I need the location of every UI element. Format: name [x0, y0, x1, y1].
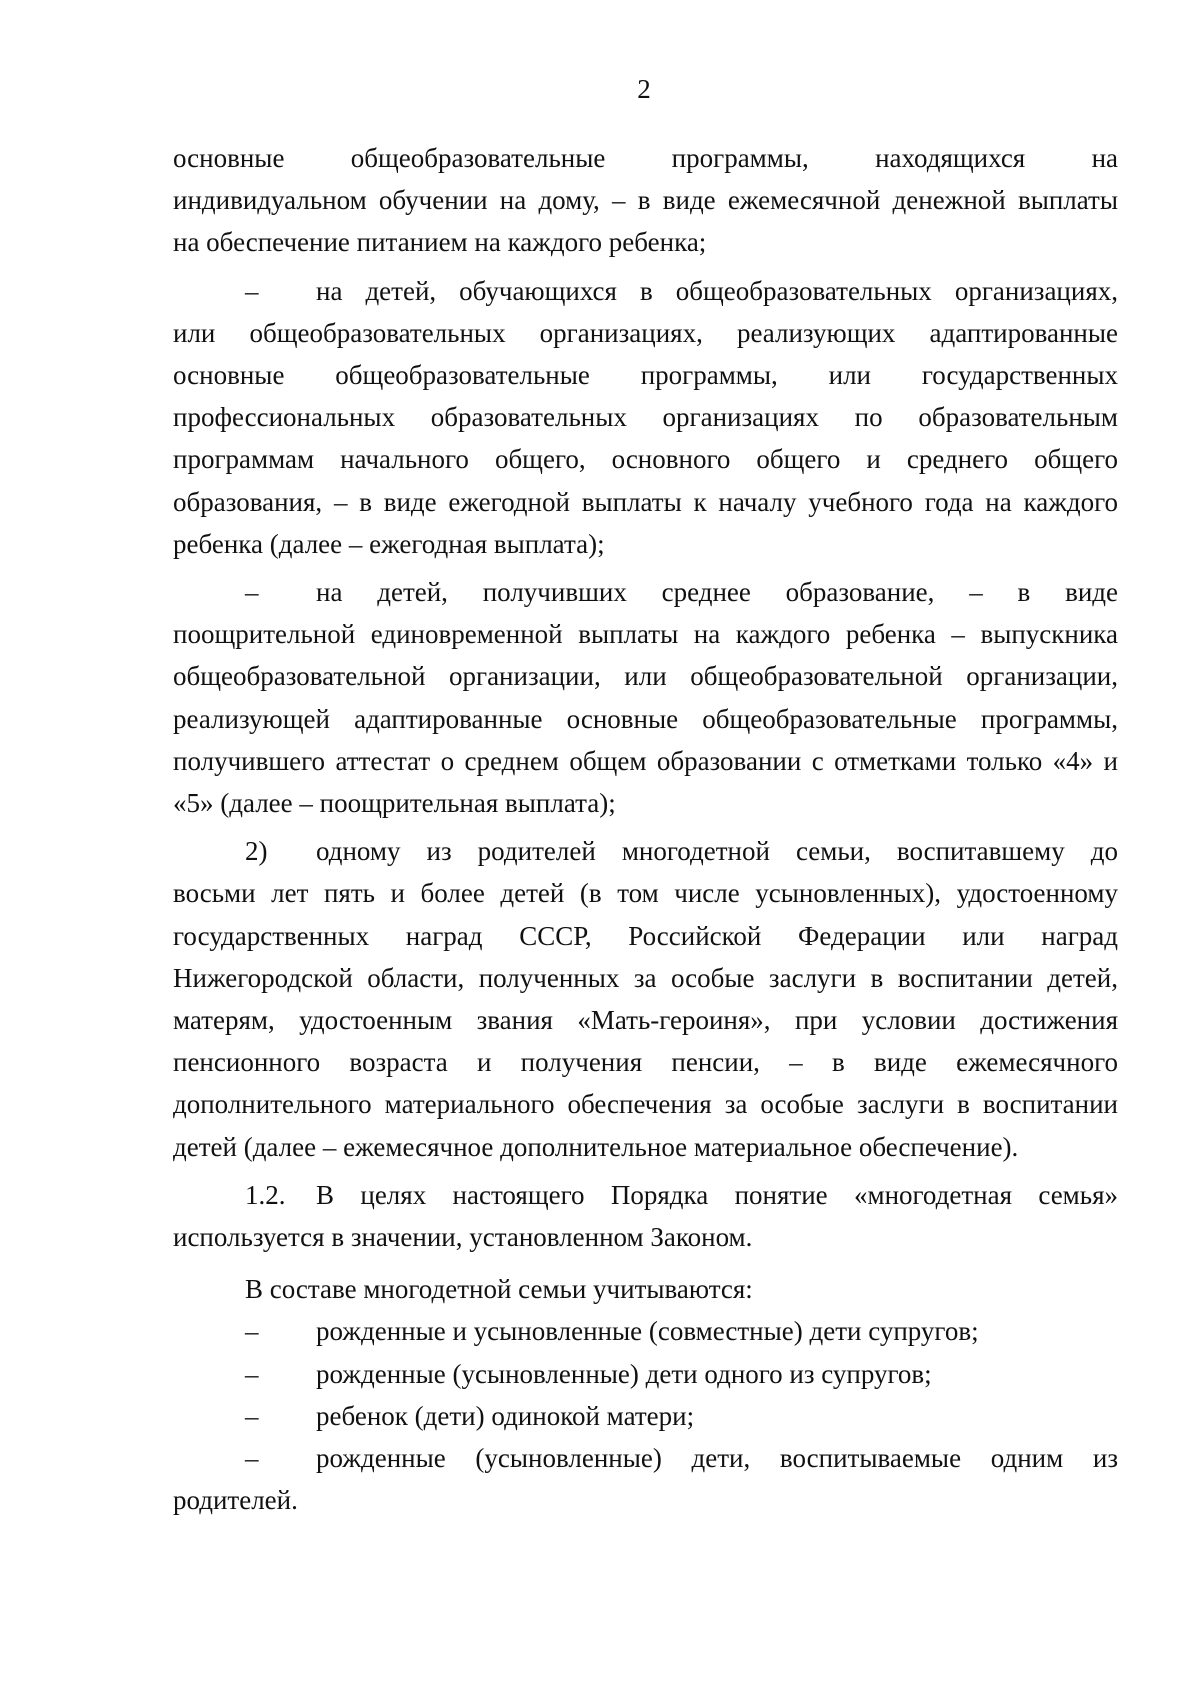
list-item-children-graduated — [173, 571, 1118, 824]
list-marker: – — [245, 1443, 259, 1474]
list-item-first-line: рожденные (усыновленные) дети, воспитываемые одним из — [316, 1443, 1118, 1474]
composition-item — [173, 1310, 1118, 1352]
section-number: 1.2. — [245, 1179, 286, 1210]
text-line: на обеспечение питанием на каждого ребенка; — [173, 227, 707, 258]
list-marker: – — [245, 275, 259, 306]
list-marker: – — [245, 1358, 259, 1389]
text-line: основные общеобразовательные программы, находящихся на — [173, 143, 1118, 173]
list-marker: – — [245, 1316, 259, 1347]
section-1-2 — [173, 1174, 1118, 1258]
page-number: 2 — [637, 74, 651, 104]
composition-intro: В составе многодетной семьи учитываются: — [245, 1274, 753, 1305]
text-line: индивидуальном обучении на дому, – в виде ежемесячной денежной выплаты — [173, 185, 1118, 216]
list-item-first-line: одному из родителей многодетной семьи, воспитавшему до — [316, 836, 1118, 867]
list-marker: – — [245, 577, 259, 608]
composition-item-last — [173, 1437, 1118, 1521]
list-item-continuation: или общеобразовательных организациях, реализующих адаптированные основные общеобразовательные программы, или государственных профессиональных образовательных организациях по образовательным программам начального общего, основного общего и среднего общего образования, – в виде ежегодной выплаты к началу учебного года на каждого ребенка (далее – ежегодная выплата); — [173, 317, 1118, 559]
list-item-continuation: родителей. — [173, 1485, 298, 1516]
composition-item-text: ребенок (дети) одинокой матери; — [316, 1400, 695, 1431]
composition-item-text: рожденные и усыновленные (совместные) дети супругов; — [316, 1316, 979, 1347]
list-item-children-studying — [173, 270, 1118, 565]
composition-item — [173, 1395, 1118, 1437]
list-item-continuation: поощрительной единовременной выплаты на каждого ребенка – выпускника общеобразовательной организации, или общеобразовательной организации, реализующей адаптированные основные общеобразовательные программы, получившего аттестат о среднем общем образовании с отметками только «4» и «5» (далее – поощрительная выплата); — [173, 619, 1118, 819]
list-marker: 2) — [245, 836, 268, 867]
list-item-first-line: на детей, обучающихся в общеобразовательных организациях, — [316, 275, 1118, 306]
document-body — [173, 137, 1118, 1522]
list-item-2-parent — [173, 830, 1118, 1168]
section-first-line: В целях настоящего Порядка понятие «многодетная семья» — [316, 1179, 1118, 1210]
section-continuation: используется в значении, установленном Законом. — [173, 1222, 753, 1253]
list-item-first-line: на детей, получивших среднее образование, – в виде — [316, 577, 1118, 608]
composition-item — [173, 1353, 1118, 1395]
composition-item-text: рожденные (усыновленные) дети одного из супругов; — [316, 1358, 932, 1389]
list-item-continuation: восьми лет пять и более детей (в том числе усыновленных), удостоенному государственных наград СССР, Российской Федерации или наград Нижегородской области, полученных за особые заслуги в воспитании детей, матерям, удостоенным звания «Мать-героиня», при условии достижения пенсионного возраста и получения пенсии, – в виде ежемесячного дополнительного материального обеспечения за особые заслуги в воспитании детей (далее – ежемесячное дополнительное материальное обеспечение). — [173, 878, 1118, 1162]
list-marker: – — [245, 1400, 259, 1431]
